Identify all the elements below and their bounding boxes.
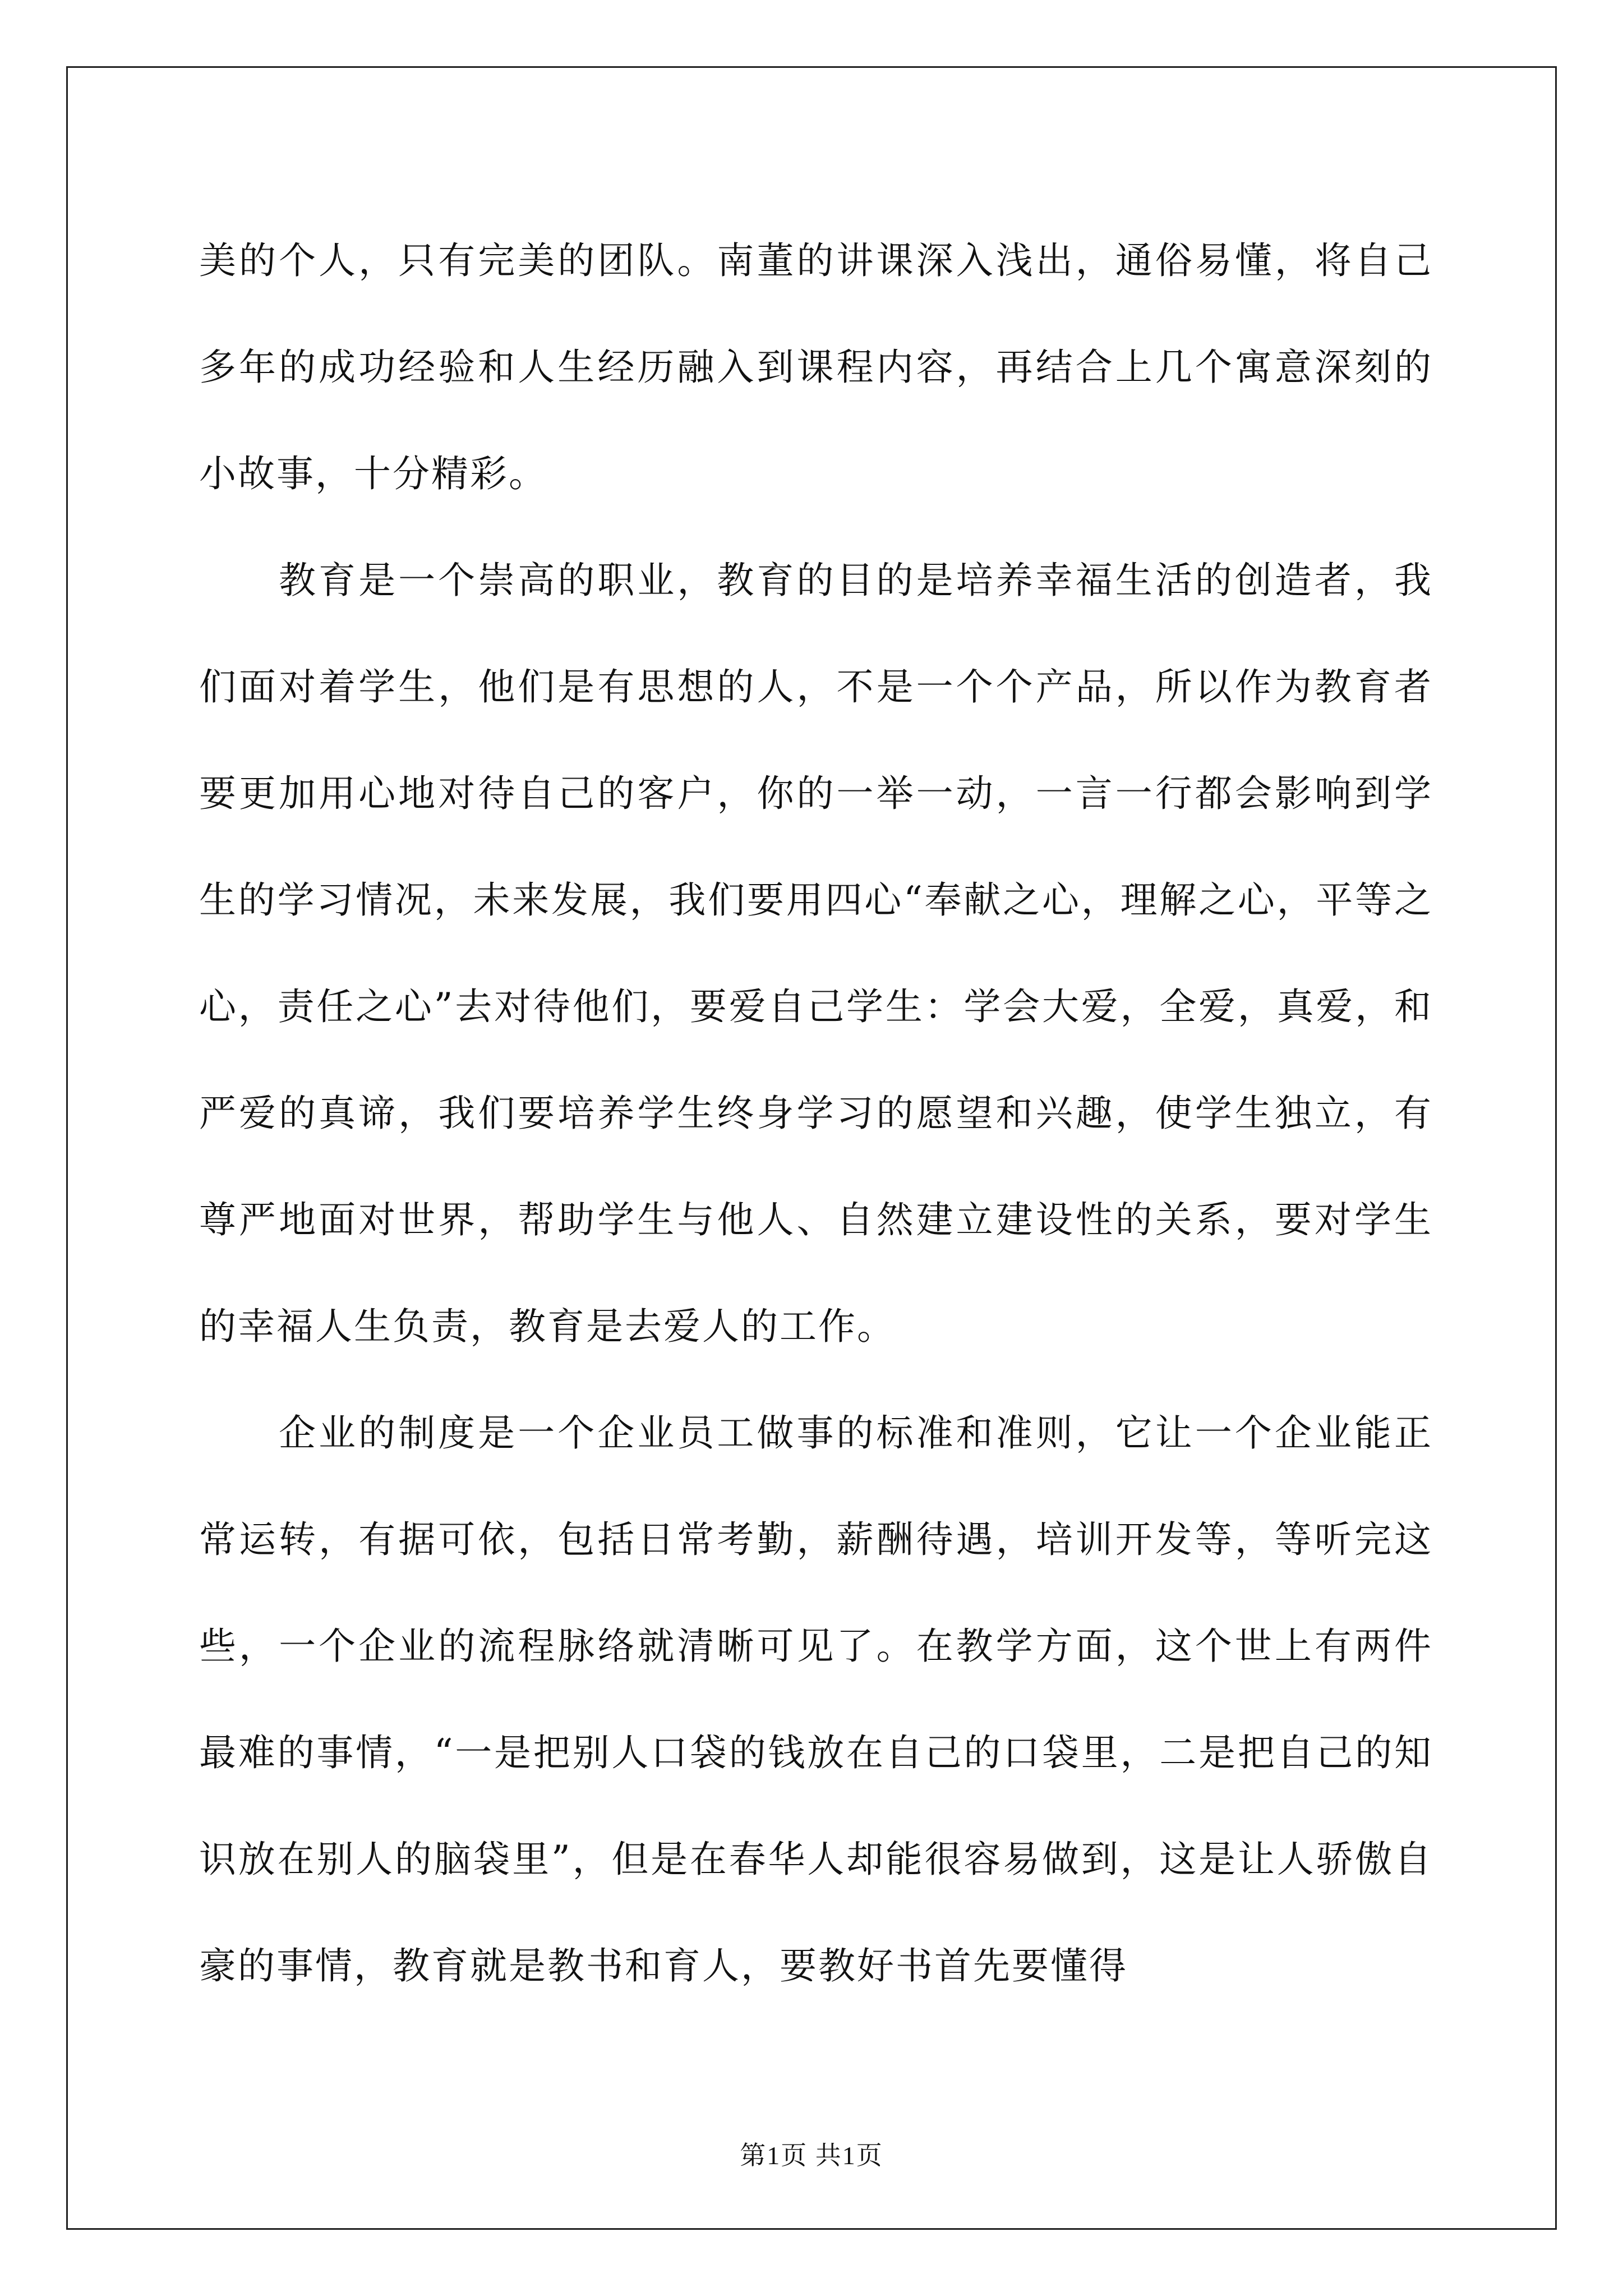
- paragraph-3: 企业的制度是一个企业员工做事的标准和准则，它让一个企业能正常运转，有据可依，包括日常考勤，薪酬待遇，培训开发等，等听完这些，一个企业的流程脉络就清晰可见了。在教学方面，这个世上有两件最难的事情，“一是把别人口袋的钱放在自己的口袋里，二是把自己的知识放在别人的脑袋里”，但是在春华人却能很容易做到，这是让人骄傲自豪的事情，教育就是教书和育人，要教好书首先要懂得: [199, 1411, 1433, 1987]
- paragraph-1: 美的个人，只有完美的团队。南董的讲课深入浅出，通俗易懂，将自己多年的成功经验和人生经历融入到课程内容，再结合上几个寓意深刻的小故事，十分精彩。: [199, 239, 1433, 495]
- page-number-footer: 第1页 共1页: [740, 2141, 883, 2170]
- document-body: [199, 208, 1433, 2019]
- paragraph-2: 教育是一个崇高的职业，教育的目的是培养幸福生活的创造者，我们面对着学生，他们是有思想的人，不是一个个产品，所以作为教育者要更加用心地对待自己的客户，你的一举一动，一言一行都会影响到学生的学习情况，未来发展，我们要用四心“奉献之心，理解之心，平等之心，责任之心”去对待他们，要爱自己学生：学会大爱，全爱，真爱，和严爱的真谛，我们要培养学生终身学习的愿望和兴趣，使学生独立，有尊严地面对世界，帮助学生与他人、自然建立建设性的关系，要对学生的幸福人生负责，教育是去爱人的工作。: [199, 559, 1433, 1348]
